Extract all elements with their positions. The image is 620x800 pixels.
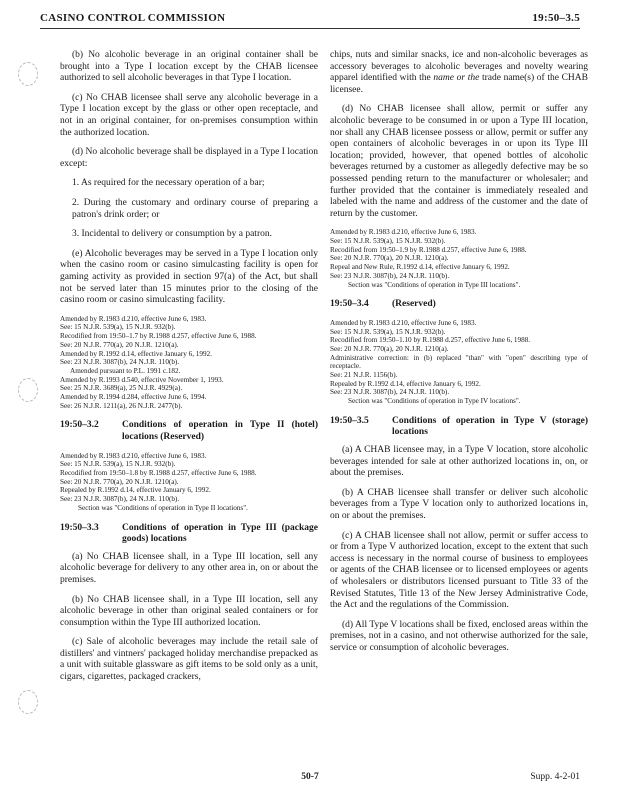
- history-line: Amended by R.1983 d.210, effective June 6, 1983.: [330, 228, 477, 237]
- history-line: Amended by R.1983 d.210, effective June 6, 1983.: [60, 451, 207, 460]
- page-number: 50-7: [301, 772, 319, 782]
- page-footer: [40, 772, 580, 788]
- history-line: Amended by R.1992 d.14, effective January 6, 1992.: [60, 349, 212, 358]
- right-column: [330, 50, 588, 663]
- history-line: See: 21 N.J.R. 1156(b).: [330, 371, 398, 380]
- history-line: See: 23 N.J.R. 3087(b), 24 N.J.R. 110(b).: [330, 388, 450, 397]
- left-column: [60, 50, 318, 692]
- paragraph-b: (b) No alcoholic beverage in an original container shall be brought into a Type I location except by the CHAB licensee authorized to sell alcoholic beverages in that Type I location.: [60, 50, 318, 84]
- paragraph-e: (e) Alcoholic beverages may be served in a Type I location only when the casino room or casino simulcasting facility is open for gaming activity as provided in section 97(a) of the Act, but shall not be served later than 15 minutes prior to the closing of the casino room or casino simulcasting facility.: [60, 248, 318, 306]
- history-line: Amended by R.1994 d.284, effective June 6, 1994.: [60, 393, 207, 402]
- paragraph-c: (c) No CHAB licensee shall serve any alcoholic beverage in a Type I location except by the glass or other open receptacle, and not in an original container, for on-premises consumption within the authorized location.: [60, 92, 318, 138]
- paragraph-3-5-a: (a) A CHAB licensee may, in a Type V location, store alcoholic beverages intended for sale at other authorized locations in, on, or about the premises.: [330, 445, 588, 479]
- history-line: See: 15 N.J.R. 539(a), 15 N.J.R. 932(b).: [60, 323, 176, 332]
- paragraph-3-3-b: (b) No CHAB licensee shall, in a Type III location, sell any alcoholic beverage in other than original sealed containers or for consumption within the Type III authorized location.: [60, 594, 318, 628]
- paragraph-continued: [330, 50, 588, 96]
- history-line: Section was "Conditions of operation in Type II locations".: [78, 503, 248, 512]
- paragraph-d: (d) No alcoholic beverage shall be displayed in a Type I location except:: [60, 147, 318, 169]
- list-item: 3. Incidental to delivery or consumption by a patron.: [72, 229, 272, 240]
- section-title: Conditions of operation in Type II (hotel) locations (Reserved): [122, 420, 318, 443]
- history-note: [60, 452, 318, 513]
- history-line: See: 23 N.J.R. 3087(b), 24 N.J.R. 110(b).: [60, 358, 180, 367]
- history-line: Section was "Conditions of operation in Type III locations".: [348, 280, 521, 289]
- section-number: 19:50–3.4: [330, 299, 369, 310]
- supplement-date: Supp. 4-2-01: [530, 772, 580, 782]
- section-number: 19:50–3.2: [60, 420, 99, 431]
- paragraph-3-3-c: (c) Sale of alcoholic beverages may include the retail sale of distillers' and vintners' packaged holiday merchandise prepacked as a unit with suitable glassware as gift items to be sold only as a unit, cigars, cigarettes, packaged crackers,: [60, 637, 318, 683]
- history-line: Repealed by R.1992 d.14, effective January 6, 1992.: [330, 379, 481, 388]
- punch-hole-decoration: [18, 62, 38, 86]
- section-title: Conditions of operation in Type V (storage) locations: [392, 415, 588, 438]
- history-note: [330, 228, 588, 289]
- section-heading: [60, 523, 318, 546]
- history-line: Administrative correction: in (b) replaced "than" with "open" describing type of receptacle.: [330, 353, 588, 371]
- text-run: trade name(s) of the CHAB licensee.: [330, 73, 588, 95]
- history-line: See: 25 N.J.R. 3689(a), 25 N.J.R. 4929(a).: [60, 384, 183, 393]
- section-heading: [330, 416, 588, 439]
- section-number: 19:50–3.3: [60, 522, 99, 533]
- history-line: Section was "Conditions of operation in Type IV locations".: [348, 397, 521, 406]
- history-line: Recodified from 19:50–1.10 by R.1988 d.257, effective June 6, 1988.: [330, 336, 531, 345]
- section-heading: [330, 299, 588, 311]
- text-run: chips, nuts and similar snacks, ice and non-alcoholic beverages as accessory beverages to alcoholic beverages and novelty wearing apparel identified with the: [330, 50, 588, 84]
- history-line: Recodified from 19:50–1.9 by R.1988 d.257, effective June 6, 1988.: [330, 245, 527, 254]
- history-line: See: 20 N.J.R. 770(a), 20 N.J.R. 1210(a).: [60, 340, 179, 349]
- section-title: (Reserved): [392, 299, 436, 310]
- emphasis-text: name or the: [433, 73, 480, 84]
- history-line: See: 15 N.J.R. 539(a), 15 N.J.R. 932(b).: [330, 327, 446, 336]
- history-line: See: 15 N.J.R. 539(a), 15 N.J.R. 932(b).: [330, 237, 446, 246]
- page-header: [40, 6, 580, 29]
- paragraph-3-5-d: (d) All Type V locations shall be fixed, enclosed areas within the premises, not in a casino, and not otherwise authorized for the sale, service or consumption of alcoholic beverages.: [330, 619, 588, 653]
- section-locator: 19:50–3.5: [532, 12, 580, 24]
- history-line: Amended pursuant to P.L. 1991 c.182.: [70, 366, 181, 375]
- history-line: See: 20 N.J.R. 770(a), 20 N.J.R. 1210(a).: [330, 254, 449, 263]
- history-note: [330, 319, 588, 406]
- punch-hole-decoration: [18, 690, 38, 714]
- history-line: Repealed by R.1992 d.14, effective January 6, 1992.: [60, 486, 211, 495]
- punch-hole-decoration: [18, 378, 38, 402]
- history-line: See: 20 N.J.R. 770(a), 20 N.J.R. 1210(a).: [60, 477, 179, 486]
- history-line: See: 15 N.J.R. 539(a), 15 N.J.R. 932(b).: [60, 460, 176, 469]
- section-number: 19:50–3.5: [330, 415, 369, 426]
- history-line: See: 26 N.J.R. 1211(a), 26 N.J.R. 2477(b).: [60, 401, 183, 410]
- paragraph-3-3-a: (a) No CHAB licensee shall, in a Type III location, sell any alcoholic beverage for delivery to any other area in, on or about the premises.: [60, 551, 318, 585]
- history-line: See: 23 N.J.R. 3087(b), 24 N.J.R. 110(b).: [60, 495, 180, 504]
- history-line: See: 23 N.J.R. 3087(b), 24 N.J.R. 110(b).: [330, 271, 450, 280]
- history-line: Amended by R.1983 d.210, effective June 6, 1983.: [60, 314, 207, 323]
- paragraph-3-3-d: (d) No CHAB licensee shall allow, permit or suffer any alcoholic beverage to be consumed in or upon a Type III location, nor shall any CHAB licensee possess or allow, permit or suffer any open containers of alcoholic beverages in or upon its Type III location; provided, however, that opened bottles of alcoholic beverages returned by a customer as allegedly defective may be so possessed pending return to the manufacturer or wholesaler; and further provided that the container is immediately resealed and labeled with the name and address of the customer and the date of return by the customer.: [330, 104, 588, 219]
- history-line: Amended by R.1983 d.210, effective June 6, 1983.: [330, 318, 477, 327]
- history-line: Repeal and New Rule, R.1992 d.14, effective January 6, 1992.: [330, 263, 510, 272]
- list-item: 1. As required for the necessary operation of a bar;: [72, 178, 265, 189]
- history-line: Recodified from 19:50–1.8 by R.1988 d.257, effective June 6, 1988.: [60, 469, 257, 478]
- history-line: See: 20 N.J.R. 770(a), 20 N.J.R. 1210(a).: [330, 344, 449, 353]
- running-title: CASINO CONTROL COMMISSION: [40, 12, 226, 24]
- history-note: [60, 315, 318, 411]
- history-line: Recodified from 19:50–1.7 by R.1988 d.257, effective June 6, 1988.: [60, 332, 257, 341]
- paragraph-3-5-b: (b) A CHAB licensee shall transfer or deliver such alcoholic beverages from a Type V location only to authorized locations in, on or about the premises.: [330, 487, 588, 522]
- paragraph-3-5-c: (c) A CHAB licensee shall not allow, permit or suffer access to or from a Type V authorized location, except to the extent that such access is necessary in the normal course of business to employees or agents of the CHAB licensee or to licensed employees or agents of wholesalers or distributors licensed pursuant to Title 33 of the Revised Statutes, Title 13 of the New Jersey Administrative Code, the Act and the regulations of the Commission.: [330, 530, 588, 611]
- section-heading: [60, 420, 318, 443]
- list-item: 2. During the customary and ordinary course of preparing a patron's drink order; or: [72, 197, 318, 220]
- section-title: Conditions of operation in Type III (package goods) locations: [122, 522, 318, 545]
- history-line: Amended by R.1993 d.540, effective November 1, 1993.: [60, 375, 224, 384]
